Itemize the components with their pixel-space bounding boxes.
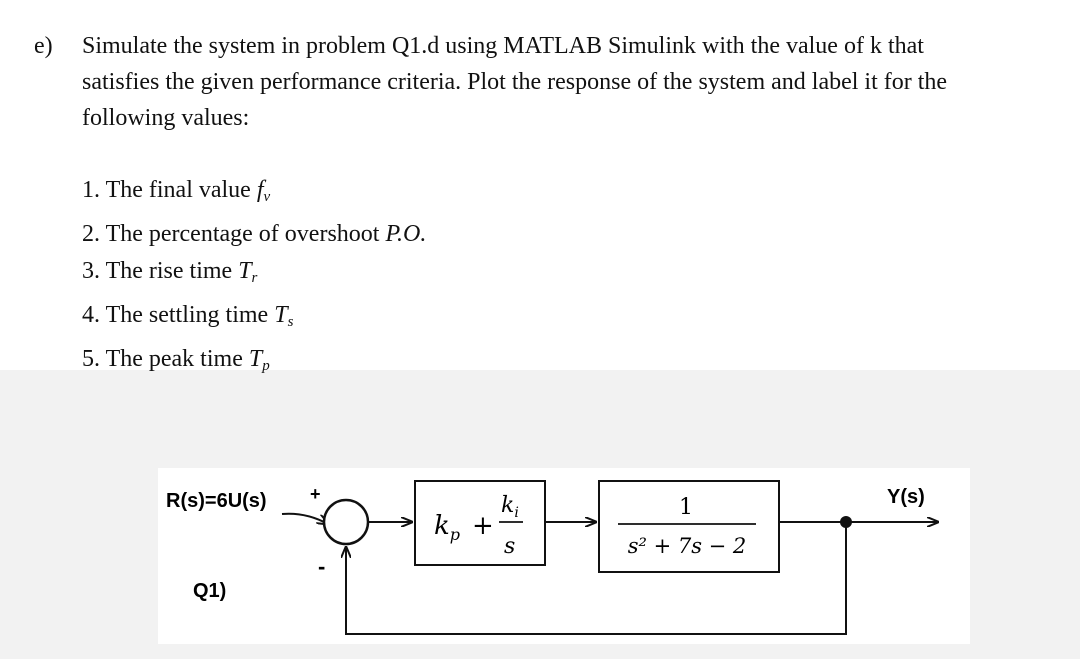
minus-sign: - <box>318 554 326 579</box>
controller-s: s <box>504 534 516 559</box>
controller-ki: $k_i$ <box>501 493 519 521</box>
input-label: R(s)=6U(s) <box>166 490 267 512</box>
criteria-item: 3. The rise time $T_r$ <box>82 258 258 286</box>
criteria-item: 5. The peak time $T_p$ <box>82 346 270 374</box>
plant-numerator: 1 <box>679 495 693 520</box>
input-arrow <box>282 514 328 524</box>
question-label: Q1) <box>193 580 227 602</box>
controller-plus: + <box>472 511 494 541</box>
summing-junction <box>324 500 368 544</box>
criteria-item: 4. The settling time $T_s$ <box>82 302 294 330</box>
plant-denominator: s² + 7s − 2 <box>627 534 747 558</box>
criteria-item: 2. The percentage of overshoot P.O. <box>82 221 427 247</box>
plus-sign: + <box>310 484 321 504</box>
output-label: Y(s) <box>887 486 925 508</box>
problem-line: satisfies the given performance criteria. Plot the response of the system and label it for the <box>82 69 948 95</box>
controller-kp: $k_p$ <box>434 511 461 544</box>
criteria-item: 1. The final value $f_v$ <box>82 177 271 205</box>
problem-line: Simulate the system in problem Q1.d using MATLAB Simulink with the value of k that <box>82 33 924 59</box>
problem-line: following values: <box>82 105 250 131</box>
problem-label: e) <box>34 33 53 59</box>
